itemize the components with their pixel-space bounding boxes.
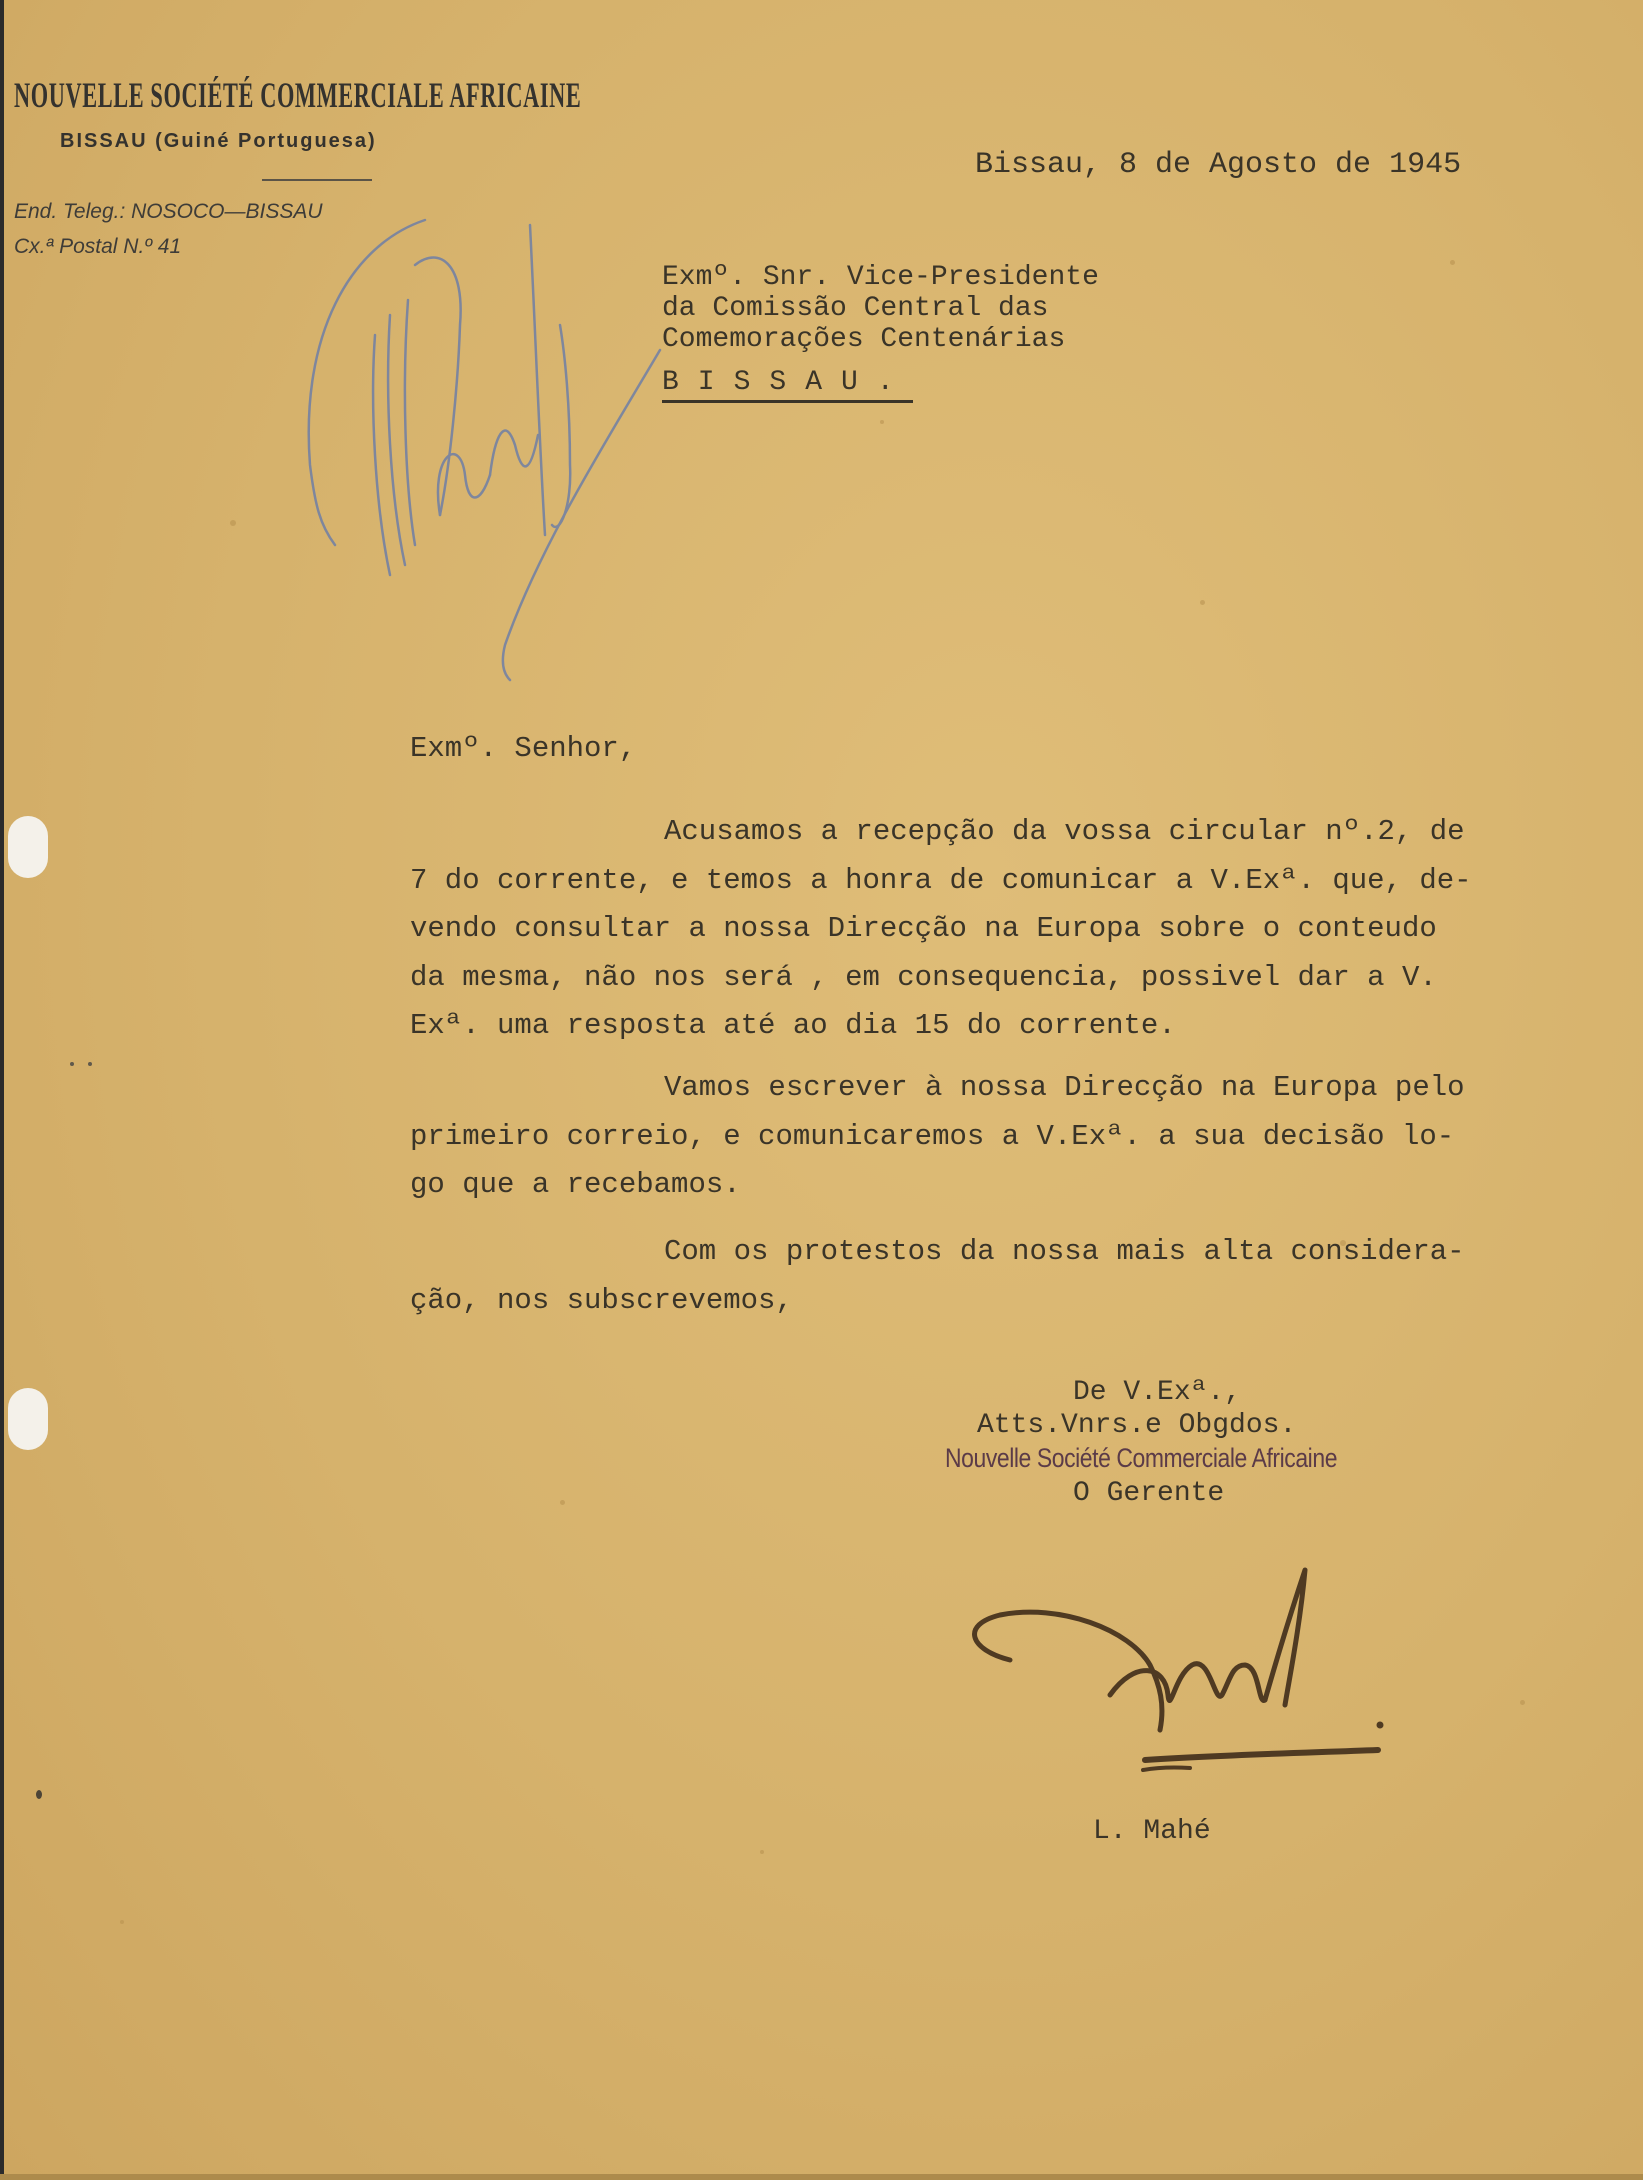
body-line: Exª. uma resposta até ao dia 15 do corrente. xyxy=(410,1009,1176,1042)
recipient-city: BISSAU. xyxy=(662,367,913,403)
body-line: primeiro correio, e comunicaremos a V.Exª. a sua decisão lo- xyxy=(410,1119,1455,1153)
company-stamp: Nouvelle Société Commerciale Africaine xyxy=(945,1443,1338,1473)
company-city: BISSAU (Guiné Portuguesa) xyxy=(60,130,377,152)
recipient-line: da Comissão Central das xyxy=(662,293,1049,324)
body-line: Com os protestos da nossa mais alta considera- xyxy=(664,1235,1465,1268)
handwritten-signature xyxy=(960,1555,1400,1785)
closing-line: Atts.Vnrs.e Obgdos. xyxy=(977,1410,1297,1441)
body-line: ção, nos subscrevemos, xyxy=(410,1283,793,1317)
paper-bottom-edge xyxy=(0,2174,1643,2180)
letter-date: Bissau, 8 de Agosto de 1945 xyxy=(975,148,1462,182)
closing-title: O Gerente xyxy=(1073,1478,1225,1509)
paper-edge xyxy=(0,0,4,2180)
punch-hole xyxy=(8,816,48,878)
punch-hole xyxy=(8,1388,48,1450)
paragraph-2 xyxy=(410,1064,1600,1210)
paragraph-3 xyxy=(410,1228,1600,1325)
body-line: Acusamos a recepção da vossa circular nº.2, de xyxy=(664,815,1465,848)
closing-line: De V.Exª., xyxy=(1073,1377,1242,1408)
signer-name: L. Mahé xyxy=(1093,1816,1211,1847)
recipient-line: Comemorações Centenárias xyxy=(662,324,1066,355)
body-line: go que a recebamos. xyxy=(410,1168,741,1201)
body-line: 7 do corrente, e temos a honra de comunicar a V.Exª. que, de- xyxy=(410,863,1472,897)
recipient-line: Exmº. Snr. Vice-Presidente xyxy=(662,262,1099,293)
handwritten-initials-signature xyxy=(290,205,690,695)
salutation: Exmº. Senhor, xyxy=(410,732,637,765)
closing-block xyxy=(945,1376,1406,1510)
company-name: NOUVELLE SOCIÉTÉ COMMERCIALE AFRICAINE xyxy=(14,75,582,115)
letterhead-divider xyxy=(262,179,372,181)
body-line: vendo consultar a nossa Direcção na Europa sobre o conteudo xyxy=(410,912,1437,945)
telegraph-address: End. Teleg.: NOSOCO—BISSAU xyxy=(14,200,323,223)
paragraph-1 xyxy=(410,808,1600,1051)
recipient-address xyxy=(662,262,1099,403)
body-line: Vamos escrever à nossa Direcção na Europa pelo xyxy=(664,1071,1465,1104)
body-line: da mesma, não nos será , em consequencia, possivel dar a V. xyxy=(410,960,1437,994)
postal-box: Cx.ª Postal N.º 41 xyxy=(14,235,182,258)
